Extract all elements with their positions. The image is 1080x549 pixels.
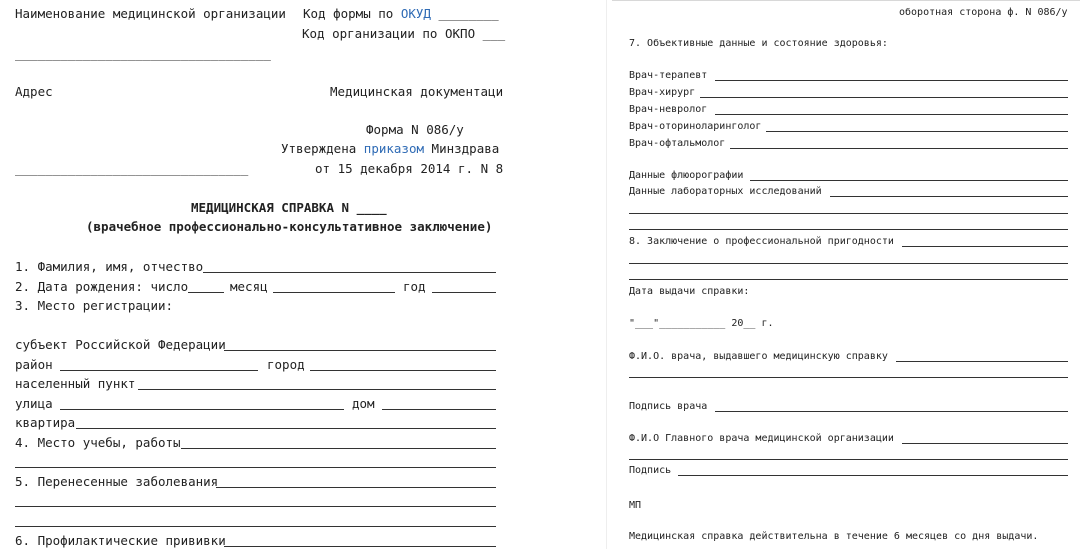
sign-line bbox=[678, 475, 1068, 476]
field-birth-label: 2. Дата рождения: число bbox=[15, 279, 189, 294]
form-label: Форма N 086/у bbox=[366, 122, 464, 137]
approved-suffix: Минздрава bbox=[431, 141, 500, 156]
org-name-label: Наименование медицинской организации bbox=[15, 6, 286, 21]
apartment-label: квартира bbox=[15, 415, 76, 430]
approved-prefix: Утверждена bbox=[281, 141, 357, 156]
apartment-line bbox=[76, 428, 496, 429]
field-fullname-line bbox=[203, 272, 496, 273]
field-diseases-line bbox=[216, 487, 496, 488]
field-fullname-label: 1. Фамилия, имя, отчество bbox=[15, 259, 204, 274]
field-vaccines-label: 6. Профилактические прививки bbox=[15, 533, 226, 548]
item8-line-3 bbox=[629, 279, 1068, 280]
surgeon-line bbox=[700, 97, 1068, 98]
issue-date-label: Дата выдачи справки: bbox=[629, 286, 750, 297]
lab-label: Данные лабораторных исследований bbox=[629, 186, 822, 197]
item7-label: 7. Объективные данные и состояние здоровья: bbox=[629, 38, 888, 49]
org-blank: __________________________________ bbox=[15, 46, 271, 61]
field-registration-label: 3. Место регистрации: bbox=[15, 298, 174, 313]
city-label: город bbox=[267, 357, 305, 372]
fluoro-line bbox=[750, 180, 1068, 181]
settlement-line bbox=[138, 389, 496, 390]
subject-line bbox=[224, 350, 496, 351]
street-line bbox=[60, 409, 344, 410]
birth-month-label: месяц bbox=[230, 279, 268, 294]
validity-note: Медицинская справка действительна в течение 6 месяцев со дня выдачи. bbox=[629, 531, 1039, 542]
birth-year-label: год bbox=[403, 279, 426, 294]
therapist-line bbox=[715, 80, 1068, 81]
birth-day-line bbox=[188, 292, 224, 293]
reverse-side-header: оборотная сторона ф. N 086/у bbox=[899, 7, 1068, 18]
lab-line-3 bbox=[629, 229, 1068, 230]
subject-label: субъект Российской Федерации bbox=[15, 337, 226, 352]
okud-link[interactable]: ОКУД bbox=[400, 6, 431, 21]
doctor-name-line bbox=[896, 361, 1068, 362]
stamp-mark: МП bbox=[629, 500, 642, 511]
field-diseases-line-2 bbox=[15, 506, 496, 507]
certificate-title: МЕДИЦИНСКАЯ СПРАВКА N ____ bbox=[191, 200, 387, 215]
field-work-line bbox=[181, 448, 496, 449]
lab-line-2 bbox=[629, 213, 1068, 214]
district-label: район bbox=[15, 357, 53, 372]
city-line bbox=[310, 370, 496, 371]
doctor-name-label: Ф.И.О. врача, выдавшего медицинскую справку bbox=[629, 351, 888, 362]
page-divider bbox=[606, 0, 607, 549]
chief-name-line bbox=[902, 443, 1068, 444]
neurologist-label: Врач-невролог bbox=[629, 104, 708, 115]
okud-row bbox=[303, 8, 499, 21]
doctor-sign-line bbox=[715, 411, 1068, 412]
doctor-sign-label: Подпись врача bbox=[629, 401, 708, 412]
street-label: улица bbox=[15, 396, 53, 411]
ophthalmologist-line bbox=[730, 148, 1068, 149]
lab-line bbox=[830, 196, 1068, 197]
surgeon-label: Врач-хирург bbox=[629, 87, 696, 98]
chief-name-line-2 bbox=[629, 459, 1068, 460]
doctor-name-line-2 bbox=[629, 377, 1068, 378]
order-date: от 15 декабря 2014 г. N 8 bbox=[315, 161, 504, 176]
therapist-label: Врач-терапевт bbox=[629, 70, 708, 81]
neurologist-line bbox=[715, 114, 1068, 115]
field-diseases-line-3 bbox=[15, 526, 496, 527]
ent-label: Врач-оториноларинголог bbox=[629, 121, 762, 132]
date-blank: _______________________________ bbox=[15, 161, 249, 176]
settlement-label: населенный пункт bbox=[15, 376, 136, 391]
house-line bbox=[382, 409, 496, 410]
item8-line bbox=[902, 246, 1068, 247]
sign-label: Подпись bbox=[629, 465, 672, 476]
birth-month-line bbox=[273, 292, 395, 293]
fluoro-label: Данные флюорографии bbox=[629, 170, 744, 181]
med-doc-label: Медицинская документаци bbox=[330, 84, 504, 99]
certificate-subtitle: (врачебное профессионально-консультативное заключение) bbox=[86, 219, 493, 234]
field-work-label: 4. Место учебы, работы bbox=[15, 435, 181, 450]
order-link[interactable]: приказом bbox=[363, 141, 425, 156]
okud-blank: ________ bbox=[430, 6, 499, 21]
chief-name-label: Ф.И.О Главного врача медицинской организации bbox=[629, 433, 894, 444]
okpo-label: Код организации по ОКПО ___ bbox=[302, 26, 506, 41]
birth-year-line bbox=[432, 292, 496, 293]
item8-label: 8. Заключение о профессиональной пригодности bbox=[629, 236, 894, 247]
issue-date-blank: "___"___________ 20__ г. bbox=[629, 318, 774, 329]
house-label: дом bbox=[352, 396, 375, 411]
district-line bbox=[60, 370, 258, 371]
ent-line bbox=[766, 131, 1068, 132]
okud-label: Код формы по bbox=[303, 6, 394, 21]
address-label: Адрес bbox=[15, 84, 53, 99]
item8-line-2 bbox=[629, 263, 1068, 264]
field-work-line-2 bbox=[15, 467, 496, 468]
right-top-rule bbox=[612, 0, 1080, 1]
approved-row bbox=[281, 143, 499, 156]
field-vaccines-line bbox=[224, 546, 496, 547]
ophthalmologist-label: Врач-офтальмолог bbox=[629, 138, 726, 149]
field-diseases-label: 5. Перенесенные заболевания bbox=[15, 474, 219, 489]
